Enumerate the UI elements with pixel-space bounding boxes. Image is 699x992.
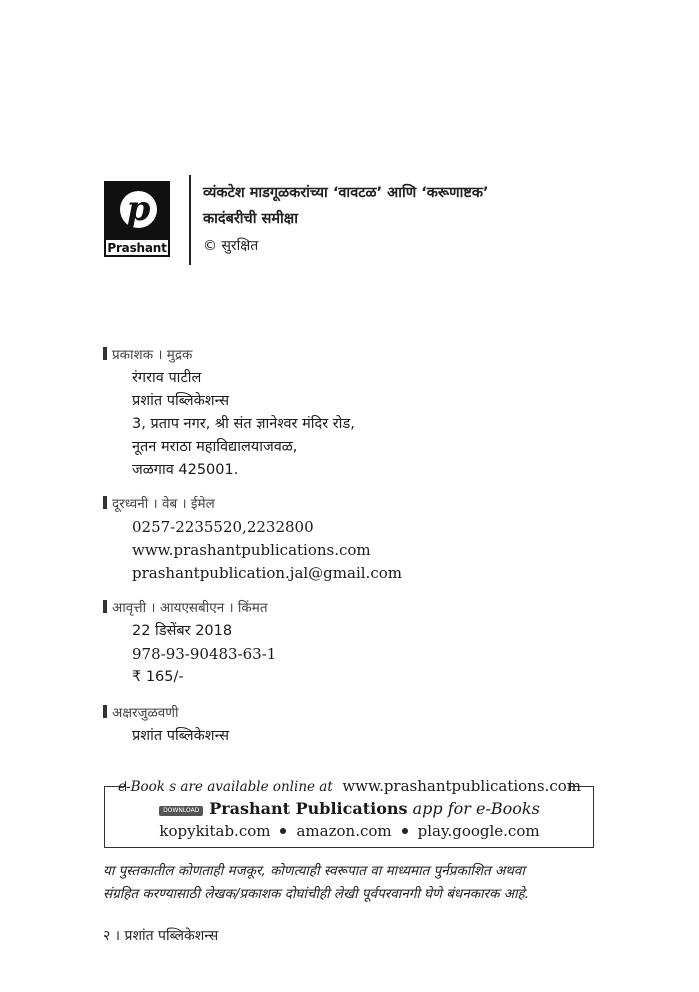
page-footer: २ । प्रशांत पब्लिकेशन्स [103, 928, 219, 944]
website-link[interactable]: www.prashantpublications.com [132, 541, 371, 559]
app-name: Prashant Publications [209, 799, 408, 818]
ebook-stores [0, 822, 699, 840]
notice-line-2: संग्रहित करण्यासाठी लेखक/प्रकाशक दोघांचीही लेखी पूर्वपरवानगी घेणे बंधनकारक आहे. [103, 886, 530, 902]
isbn: 978-93-90483-63-1 [132, 645, 277, 663]
ebook-site-link[interactable]: www.prashantpublications.com [342, 777, 581, 795]
phone-number: 0257-2235520,2232800 [132, 518, 314, 536]
publisher-line: रंगराव पाटील [132, 370, 202, 386]
ebook-availability [0, 777, 699, 795]
store-link[interactable]: play.google.com [417, 822, 540, 840]
publisher-line: नूतन मराठा महाविद्यालयाजवळ, [132, 439, 298, 455]
copyright-notice [103, 860, 529, 906]
divider [189, 175, 191, 265]
store-link[interactable]: kopykitab.com [159, 822, 271, 840]
edition-date: 22 डिसेंबर 2018 [132, 623, 233, 639]
edition-heading: आवृत्ती । आयएसबीएन । किंमत [103, 597, 276, 620]
bullet-icon [280, 828, 286, 834]
email-link[interactable]: prashantpublication.jal@gmail.com [132, 564, 402, 582]
title-line-1: व्यंकटेश माडगूळकरांच्या ‘वावटळ’ आणि ‘करूणाष्टक’ [203, 185, 489, 201]
bullet-icon [402, 828, 408, 834]
publisher-line: 3, प्रताप नगर, श्री संत ज्ञानेश्वर मंदिर रोड, [132, 416, 355, 432]
typesetting-heading: अक्षरजुळवणी [103, 702, 229, 725]
notice-line-1: या पुस्तकातील कोणताही मजकूर, कोणत्याही स्वरूपात वा माध्यमात पुर्नप्रकाशित अथवा [103, 863, 525, 879]
typesetting-section [103, 702, 229, 748]
contact-heading: दूरध्वनी । वेब । ईमेल [103, 493, 402, 516]
logo-glyph: p [120, 191, 157, 228]
publisher-logo [104, 181, 170, 257]
book-title [203, 180, 489, 232]
title-line-2: कादंबरीची समीक्षा [203, 211, 298, 227]
publisher-heading: प्रकाशक । मुद्रक [103, 344, 355, 367]
publisher-line: प्रशांत पब्लिकेशन्स [132, 393, 230, 409]
copyright: © सुरक्षित [203, 238, 259, 254]
availability-text: e-Book s are available online at [118, 779, 333, 795]
logo-emblem [106, 183, 168, 240]
download-button[interactable]: DOWNLOAD [159, 806, 203, 816]
ebook-app [0, 799, 699, 818]
contact-section [103, 493, 402, 585]
price: ₹ 165/- [132, 669, 184, 685]
publisher-line: जळगाव 425001. [132, 462, 239, 478]
app-suffix: app for e-Books [412, 799, 540, 818]
publisher-section [103, 344, 355, 482]
logo-name: Prashant [107, 241, 167, 255]
edition-section [103, 597, 276, 689]
store-link[interactable]: amazon.com [296, 822, 392, 840]
typesetting-value: प्रशांत पब्लिकेशन्स [132, 728, 230, 744]
